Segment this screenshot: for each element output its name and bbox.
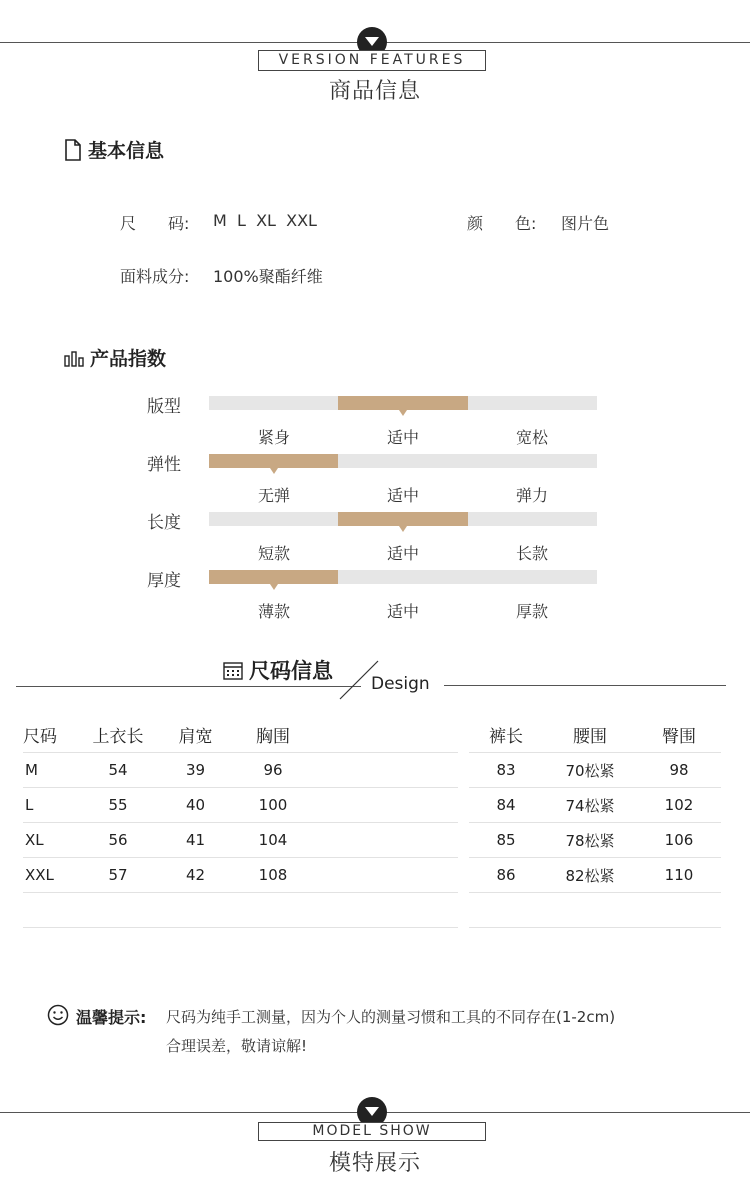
footer-en-label: MODEL SHOW: [258, 1122, 486, 1141]
table-cell: 100: [218, 788, 328, 823]
index-bar-fill: [209, 454, 338, 468]
table-cell: [637, 893, 721, 928]
table-cell: [23, 893, 63, 928]
index-option: 适中: [386, 544, 419, 563]
size-value: M L XL XXL: [213, 211, 317, 230]
header-cn-title: 商品信息: [328, 79, 421, 104]
table-cell: 42: [173, 858, 218, 893]
size-info-title: [223, 655, 333, 685]
table-row: [23, 823, 458, 858]
table-cell: 85: [469, 823, 543, 858]
bar-chart-icon: [64, 349, 84, 367]
index-label: 版型: [147, 397, 181, 417]
index-option: 适中: [386, 428, 419, 447]
index-label: 长度: [147, 513, 181, 533]
table-row: [469, 788, 721, 823]
top-size-table: [23, 716, 458, 928]
table-cell: 82松紧: [543, 858, 637, 893]
table-cell-empty: [328, 753, 458, 788]
table-cell: 98: [637, 753, 721, 788]
index-bar: [209, 570, 597, 584]
index-option: 宽松: [515, 428, 548, 447]
tip-line-1: 尺码为纯手工测量，因为个人的测量习惯和工具的不同存在(1-2cm): [166, 1008, 616, 1026]
table-cell: [543, 893, 637, 928]
table-header: 裤长: [469, 716, 543, 753]
table-cell: 84: [469, 788, 543, 823]
table-header: 上衣长: [63, 716, 173, 753]
table-header: 肩宽: [173, 716, 218, 753]
footer-cn-title: 模特展示: [328, 1151, 421, 1176]
table-header: 臀围: [637, 716, 721, 753]
table-cell-empty: [328, 858, 458, 893]
index-option: 紧身: [257, 428, 290, 447]
calendar-icon: [223, 660, 243, 680]
table-row: [469, 823, 721, 858]
table-cell: 54: [63, 753, 173, 788]
table-header: 腰围: [543, 716, 637, 753]
index-bar-fill: [338, 512, 467, 526]
table-cell: 86: [469, 858, 543, 893]
table-cell: 110: [637, 858, 721, 893]
index-bar: [209, 454, 597, 468]
index-option: 短款: [257, 544, 290, 563]
size-info-title-text: 尺码信息: [249, 659, 333, 683]
table-row: [23, 858, 458, 893]
sizeinfo-rule-right: [444, 685, 726, 686]
table-cell: M: [23, 753, 63, 788]
index-bar: [209, 396, 597, 410]
table-cell: 70松紧: [543, 753, 637, 788]
index-bar: [209, 512, 597, 526]
product-index-title: [64, 344, 166, 371]
table-cell: 102: [637, 788, 721, 823]
table-cell: 96: [218, 753, 328, 788]
table-row: [469, 858, 721, 893]
table-row: [23, 788, 458, 823]
product-index-title-text: 产品指数: [90, 348, 167, 370]
basic-info-title: [64, 136, 164, 163]
size-label: 尺 码:: [120, 214, 190, 233]
table-cell-empty: [328, 893, 458, 928]
index-label: 厚度: [147, 571, 181, 591]
table-row: [469, 893, 721, 928]
index-bar-fill: [209, 570, 338, 584]
index-option: 薄款: [257, 602, 290, 621]
color-label: 颜 色:: [467, 214, 537, 233]
fabric-value: 100%聚酯纤维: [213, 267, 323, 286]
table-row: [23, 753, 458, 788]
table-cell: 39: [173, 753, 218, 788]
color-value: 图片色: [561, 214, 610, 233]
table-cell: 83: [469, 753, 543, 788]
table-cell: 40: [173, 788, 218, 823]
smile-icon: [47, 1004, 69, 1026]
table-header: 尺码: [23, 716, 63, 753]
table-cell: 108: [218, 858, 328, 893]
table-cell: 78松紧: [543, 823, 637, 858]
table-cell-empty: [328, 823, 458, 858]
tip-line-2: 合理误差，敬请谅解!: [166, 1037, 308, 1055]
document-icon: [64, 139, 82, 161]
index-option: 适中: [386, 486, 419, 505]
table-cell: 106: [637, 823, 721, 858]
bottom-size-table: [469, 716, 721, 928]
design-label: Design: [371, 674, 430, 694]
table-cell: [173, 893, 218, 928]
index-option: 适中: [386, 602, 419, 621]
table-cell: 57: [63, 858, 173, 893]
index-label: 弹性: [147, 455, 181, 475]
table-cell: 74松紧: [543, 788, 637, 823]
index-option: 无弹: [257, 486, 290, 505]
table-cell-empty: [328, 788, 458, 823]
table-header-empty: [328, 716, 458, 753]
table-cell: [218, 893, 328, 928]
index-bar-fill: [338, 396, 467, 410]
header-en-label: VERSION FEATURES: [258, 50, 486, 71]
index-option: 长款: [515, 544, 548, 563]
table-cell: L: [23, 788, 63, 823]
table-cell: 55: [63, 788, 173, 823]
table-cell: [63, 893, 173, 928]
table-cell: 56: [63, 823, 173, 858]
table-cell: 41: [173, 823, 218, 858]
table-cell: [469, 893, 543, 928]
index-option: 厚款: [515, 602, 548, 621]
fabric-label: 面料成分:: [120, 267, 190, 286]
table-cell: XL: [23, 823, 63, 858]
table-cell: 104: [218, 823, 328, 858]
table-cell: XXL: [23, 858, 63, 893]
basic-info-title-text: 基本信息: [88, 140, 165, 162]
table-row: [23, 893, 458, 928]
index-option: 弹力: [515, 486, 548, 505]
tip-label: 温馨提示:: [76, 1008, 147, 1027]
table-header: 胸围: [218, 716, 328, 753]
table-row: [469, 753, 721, 788]
sizeinfo-rule-left: [16, 686, 361, 687]
